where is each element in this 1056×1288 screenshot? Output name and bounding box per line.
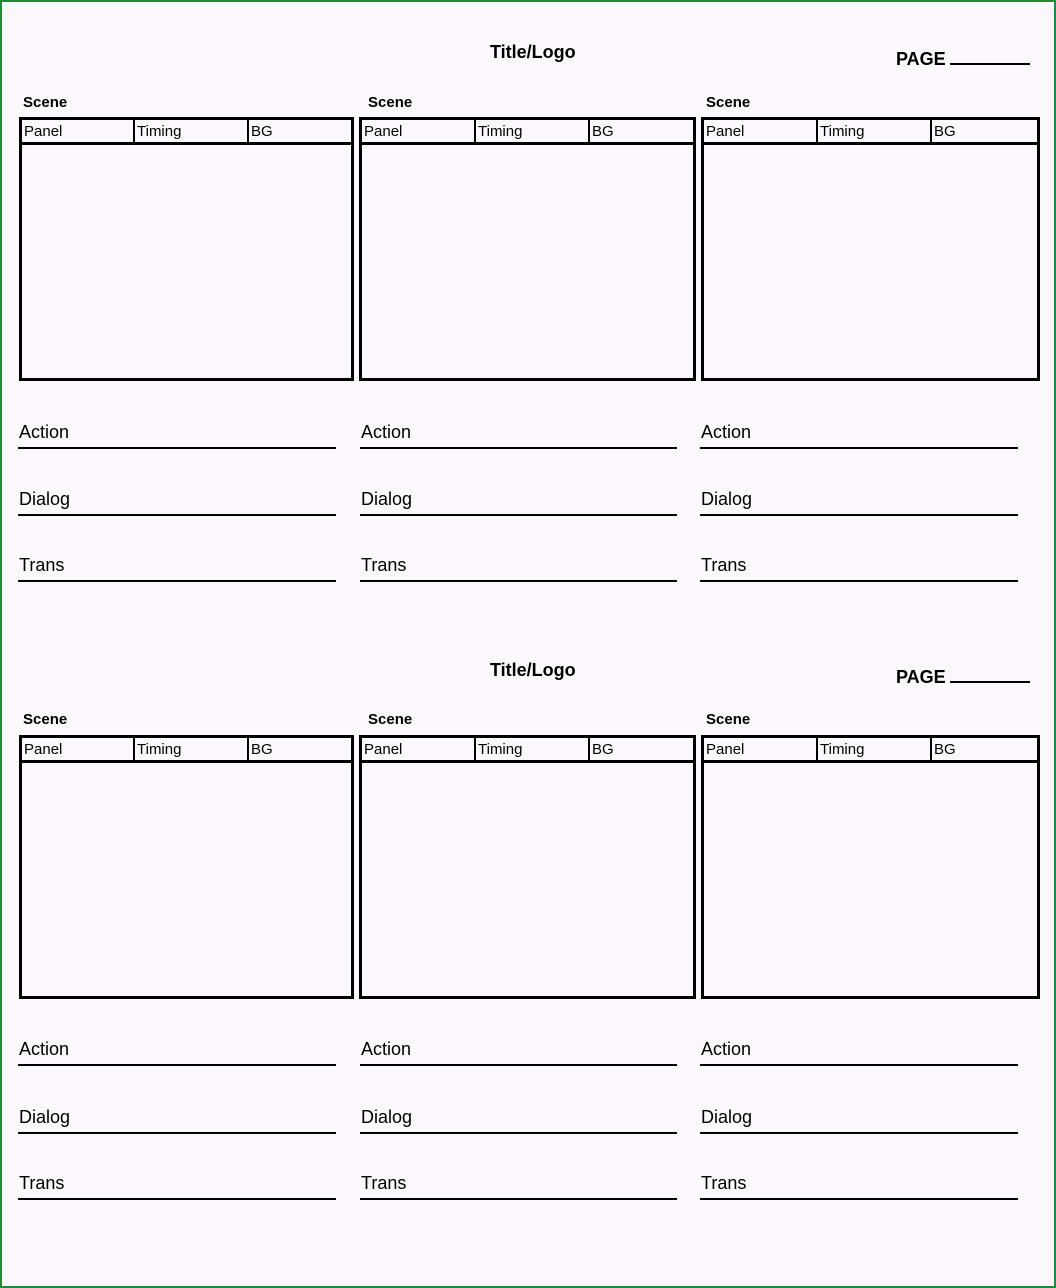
- trans-field[interactable]: [360, 1170, 677, 1200]
- action-label: Action: [361, 1039, 412, 1059]
- page-number-field[interactable]: [896, 46, 1030, 70]
- panel-header: [704, 120, 1037, 145]
- page-number-blank[interactable]: [950, 664, 1030, 683]
- panel-cell[interactable]: Panel: [22, 120, 135, 142]
- trans-field[interactable]: [360, 552, 677, 582]
- dialog-label: Dialog: [361, 1107, 413, 1127]
- action-field[interactable]: [360, 419, 677, 449]
- sheet-title: Title/Logo: [490, 660, 576, 680]
- trans-field[interactable]: [700, 552, 1018, 582]
- timing-cell[interactable]: Timing: [135, 120, 249, 142]
- action-field[interactable]: [700, 419, 1018, 449]
- panel-frame[interactable]: [359, 117, 696, 381]
- scene-label: Scene: [23, 94, 68, 111]
- scene-label: Scene: [706, 711, 751, 728]
- dialog-label: Dialog: [701, 1107, 753, 1127]
- bg-cell[interactable]: BG: [251, 741, 273, 758]
- panel-header: [362, 738, 693, 763]
- scene-label: Scene: [23, 711, 68, 728]
- dialog-field[interactable]: [700, 1104, 1018, 1134]
- panel-cell[interactable]: Panel: [704, 738, 818, 760]
- trans-label: Trans: [361, 555, 407, 575]
- action-label: Action: [701, 1039, 752, 1059]
- panel-header: [704, 738, 1037, 763]
- panel-cell[interactable]: Panel: [704, 120, 818, 142]
- panel-frame[interactable]: [701, 117, 1040, 381]
- page-label: PAGE: [896, 49, 946, 69]
- page-number-blank[interactable]: [950, 46, 1030, 65]
- scene-label: Scene: [368, 94, 413, 111]
- trans-field[interactable]: [18, 552, 336, 582]
- panel-frame[interactable]: [701, 735, 1040, 999]
- trans-field[interactable]: [18, 1170, 336, 1200]
- bg-cell[interactable]: BG: [934, 741, 956, 758]
- timing-cell[interactable]: Timing: [476, 738, 590, 760]
- bg-cell[interactable]: BG: [592, 741, 614, 758]
- panel-cell[interactable]: Panel: [362, 120, 476, 142]
- trans-label: Trans: [701, 555, 747, 575]
- timing-cell[interactable]: Timing: [818, 738, 932, 760]
- dialog-field[interactable]: [18, 486, 336, 516]
- trans-label: Trans: [19, 1173, 65, 1193]
- action-label: Action: [361, 422, 412, 442]
- trans-label: Trans: [19, 555, 65, 575]
- page-number-field[interactable]: [896, 664, 1030, 688]
- sheet-title: Title/Logo: [490, 42, 576, 62]
- bg-cell[interactable]: BG: [592, 123, 614, 140]
- panel-frame[interactable]: [19, 117, 354, 381]
- panel-header: [362, 120, 693, 145]
- dialog-label: Dialog: [19, 489, 71, 509]
- action-field[interactable]: [360, 1036, 677, 1066]
- trans-label: Trans: [361, 1173, 407, 1193]
- bg-cell[interactable]: BG: [251, 123, 273, 140]
- dialog-label: Dialog: [19, 1107, 71, 1127]
- trans-field[interactable]: [700, 1170, 1018, 1200]
- storyboard-sheet: [0, 618, 1056, 1218]
- panel-header: [22, 120, 351, 145]
- bg-cell[interactable]: BG: [934, 123, 956, 140]
- action-label: Action: [701, 422, 752, 442]
- dialog-field[interactable]: [360, 486, 677, 516]
- timing-cell[interactable]: Timing: [476, 120, 590, 142]
- dialog-field[interactable]: [18, 1104, 336, 1134]
- dialog-field[interactable]: [700, 486, 1018, 516]
- trans-label: Trans: [701, 1173, 747, 1193]
- page-label: PAGE: [896, 667, 946, 687]
- panel-cell[interactable]: Panel: [362, 738, 476, 760]
- scene-label: Scene: [368, 711, 413, 728]
- action-label: Action: [19, 1039, 70, 1059]
- panel-header: [22, 738, 351, 763]
- action-field[interactable]: [18, 419, 336, 449]
- action-label: Action: [19, 422, 70, 442]
- dialog-label: Dialog: [361, 489, 413, 509]
- scene-label: Scene: [706, 94, 751, 111]
- dialog-label: Dialog: [701, 489, 753, 509]
- timing-cell[interactable]: Timing: [135, 738, 249, 760]
- storyboard-sheet: [0, 0, 1056, 600]
- action-field[interactable]: [700, 1036, 1018, 1066]
- panel-frame[interactable]: [19, 735, 354, 999]
- panel-frame[interactable]: [359, 735, 696, 999]
- dialog-field[interactable]: [360, 1104, 677, 1134]
- panel-cell[interactable]: Panel: [22, 738, 135, 760]
- timing-cell[interactable]: Timing: [818, 120, 932, 142]
- action-field[interactable]: [18, 1036, 336, 1066]
